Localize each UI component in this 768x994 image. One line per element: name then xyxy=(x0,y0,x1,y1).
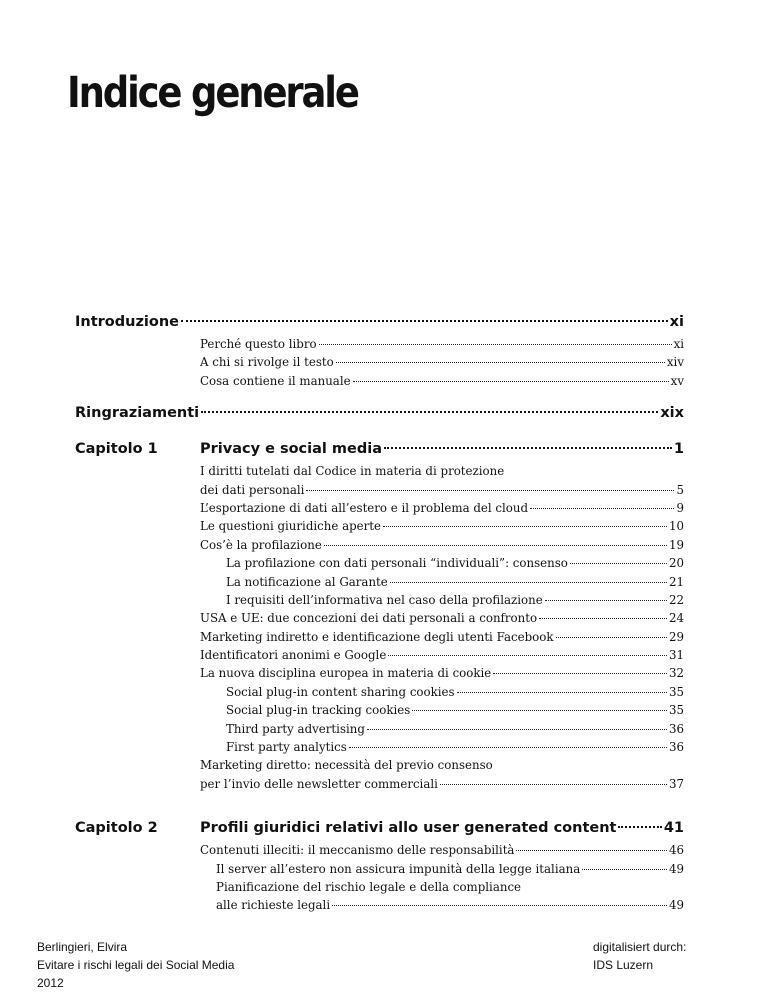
toc-subentry[interactable] xyxy=(226,573,684,591)
entry-text: Contenuti illeciti: il meccanismo delle responsabilità xyxy=(200,843,515,858)
dot-leader xyxy=(181,320,668,322)
toc-subentry[interactable] xyxy=(226,701,684,719)
dot-leader xyxy=(201,411,658,413)
toc-entry[interactable] xyxy=(200,372,684,390)
page-number: 35 xyxy=(668,703,684,718)
dot-leader xyxy=(530,508,674,509)
entry-text: Cosa contiene il manuale xyxy=(200,373,351,388)
dot-leader xyxy=(570,563,667,564)
chapter-title: Privacy e social media xyxy=(200,441,383,458)
entry-text: Marketing indiretto e identificazione degli utenti Facebook xyxy=(200,629,554,644)
dot-leader xyxy=(353,381,669,382)
toc-entry[interactable] xyxy=(200,517,684,535)
page-title: Indice generale xyxy=(67,68,358,118)
toc-subentry[interactable] xyxy=(226,554,684,572)
dot-leader xyxy=(440,784,667,785)
toc-entry[interactable] xyxy=(200,609,684,627)
toc-entry[interactable] xyxy=(200,481,684,499)
toc-entry[interactable] xyxy=(200,775,684,793)
toc-section-ringraziamenti[interactable] xyxy=(75,400,684,426)
page-number: 20 xyxy=(668,556,684,571)
page-number: 35 xyxy=(668,684,684,699)
toc-entry[interactable] xyxy=(200,628,684,646)
page-number: 5 xyxy=(676,482,684,497)
entry-text: L’esportazione di dati all’estero e il problema del cloud xyxy=(200,500,529,515)
footer-book-title: Evitare i rischi legali dei Social Media xyxy=(37,958,235,972)
entry-text: Social plug-in tracking cookies xyxy=(226,703,411,718)
entry-text: La notificazione al Garante xyxy=(226,574,388,589)
dot-leader xyxy=(324,545,667,546)
page-number: xi xyxy=(669,314,684,330)
page-number: xiv xyxy=(666,355,684,370)
page-number: 1 xyxy=(673,441,684,458)
page-number: 21 xyxy=(668,574,684,589)
entry-text: Third party advertising xyxy=(226,721,365,736)
entry-text: Identificatori anonimi e Google xyxy=(200,648,387,663)
footer-institution: IDS Luzern xyxy=(593,958,654,972)
toc-subentry[interactable] xyxy=(226,738,684,756)
page-number: 36 xyxy=(668,721,684,736)
dot-leader xyxy=(384,447,672,449)
dot-leader xyxy=(545,600,667,601)
entry-text: La profilazione con dati personali “individuali”: consenso xyxy=(226,556,568,571)
dot-leader xyxy=(618,826,661,828)
page-number: 49 xyxy=(668,861,684,876)
toc-entry[interactable] xyxy=(200,664,684,682)
toc-subentry[interactable] xyxy=(216,860,684,878)
toc-subentry[interactable] xyxy=(226,591,684,609)
toc-entry-line: I diritti tutelati dal Codice in materia di protezione xyxy=(200,464,505,479)
entry-text: Cos’è la profilazione xyxy=(200,537,322,552)
chapter-label: Capitolo 1 xyxy=(75,441,158,458)
footer-author: Berlingieri, Elvira xyxy=(37,940,128,954)
entry-text: alle richieste legali xyxy=(216,898,331,913)
entry-text: per l’invio delle newsletter commerciali xyxy=(200,776,438,791)
entry-text: La nuova disciplina europea in materia di cookie xyxy=(200,666,492,681)
toc-subentry[interactable] xyxy=(226,683,684,701)
dot-leader xyxy=(349,747,667,748)
entry-text: First party analytics xyxy=(226,740,347,755)
toc-entry-line: Marketing diretto: necessità del previo consenso xyxy=(200,758,493,773)
toc-subentry-line: Pianificazione del rischio legale e della compliance xyxy=(216,879,522,894)
entry-text: Le questioni giuridiche aperte xyxy=(200,519,382,534)
toc-entry[interactable] xyxy=(200,646,684,664)
entry-text: A chi si rivolge il testo xyxy=(200,355,334,370)
page-number: 36 xyxy=(668,740,684,755)
dot-leader xyxy=(390,582,667,583)
toc-chapter-1-title[interactable] xyxy=(200,436,684,462)
footer-year: 2012 xyxy=(37,976,64,990)
page-number: 41 xyxy=(663,820,684,837)
footer-digitized xyxy=(593,938,686,974)
entry-text: USA e UE: due concezioni dei dati personali a confronto xyxy=(200,611,538,626)
entry-text: Perché questo libro xyxy=(200,337,317,351)
page-number: 24 xyxy=(668,611,684,626)
dot-leader xyxy=(336,362,665,363)
dot-leader xyxy=(306,490,674,491)
dot-leader xyxy=(493,673,667,674)
section-title: Ringraziamenti xyxy=(75,405,200,422)
toc-section-introduzione[interactable] xyxy=(75,309,684,335)
dot-leader xyxy=(367,729,667,730)
chapter-title: Profili giuridici relativi allo user generated content xyxy=(200,820,617,837)
toc-subentry[interactable] xyxy=(226,720,684,738)
chapter-2-block xyxy=(0,815,768,915)
page-number: 10 xyxy=(668,519,684,534)
dot-leader xyxy=(319,344,672,345)
toc-entry[interactable] xyxy=(200,499,684,517)
entry-text: dei dati personali xyxy=(200,482,305,497)
page-number: xv xyxy=(670,373,684,388)
toc-subentry[interactable] xyxy=(216,896,684,914)
footer-digitized-label: digitalisiert durch: xyxy=(593,940,687,954)
entry-text: Il server all’estero non assicura impunità della legge italiana xyxy=(216,861,581,876)
page-number: 9 xyxy=(676,500,684,515)
entry-text: I requisiti dell’informativa nel caso della profilazione xyxy=(226,592,543,607)
footer-citation xyxy=(37,938,234,992)
page-number: 46 xyxy=(668,843,684,858)
toc-entry[interactable] xyxy=(200,353,684,371)
dot-leader xyxy=(516,850,667,851)
dot-leader xyxy=(457,692,667,693)
dot-leader xyxy=(539,618,667,619)
page-number: xi xyxy=(673,337,684,351)
page-number: 49 xyxy=(668,898,684,913)
page-number: 19 xyxy=(668,537,684,552)
dot-leader xyxy=(388,655,667,656)
dot-leader xyxy=(412,710,667,711)
table-of-contents xyxy=(0,309,768,915)
page-number: xix xyxy=(660,405,684,422)
toc-entry[interactable] xyxy=(200,335,684,353)
page-number: 22 xyxy=(668,592,684,607)
dot-leader xyxy=(332,905,667,906)
toc-entry[interactable] xyxy=(200,841,684,859)
page-number: 29 xyxy=(668,629,684,644)
chapter-label: Capitolo 2 xyxy=(75,820,158,837)
dot-leader xyxy=(582,869,667,870)
dot-leader xyxy=(556,637,667,638)
page-number: 32 xyxy=(668,666,684,681)
toc-chapter-2-title[interactable] xyxy=(200,815,684,841)
dot-leader xyxy=(383,526,667,527)
section-title: Introduzione xyxy=(75,314,179,330)
chapter-1-block xyxy=(0,436,768,793)
entry-text: Social plug-in content sharing cookies xyxy=(226,684,455,699)
page-number: 37 xyxy=(668,776,684,791)
page-number: 31 xyxy=(668,648,684,663)
toc-entry[interactable] xyxy=(200,536,684,554)
